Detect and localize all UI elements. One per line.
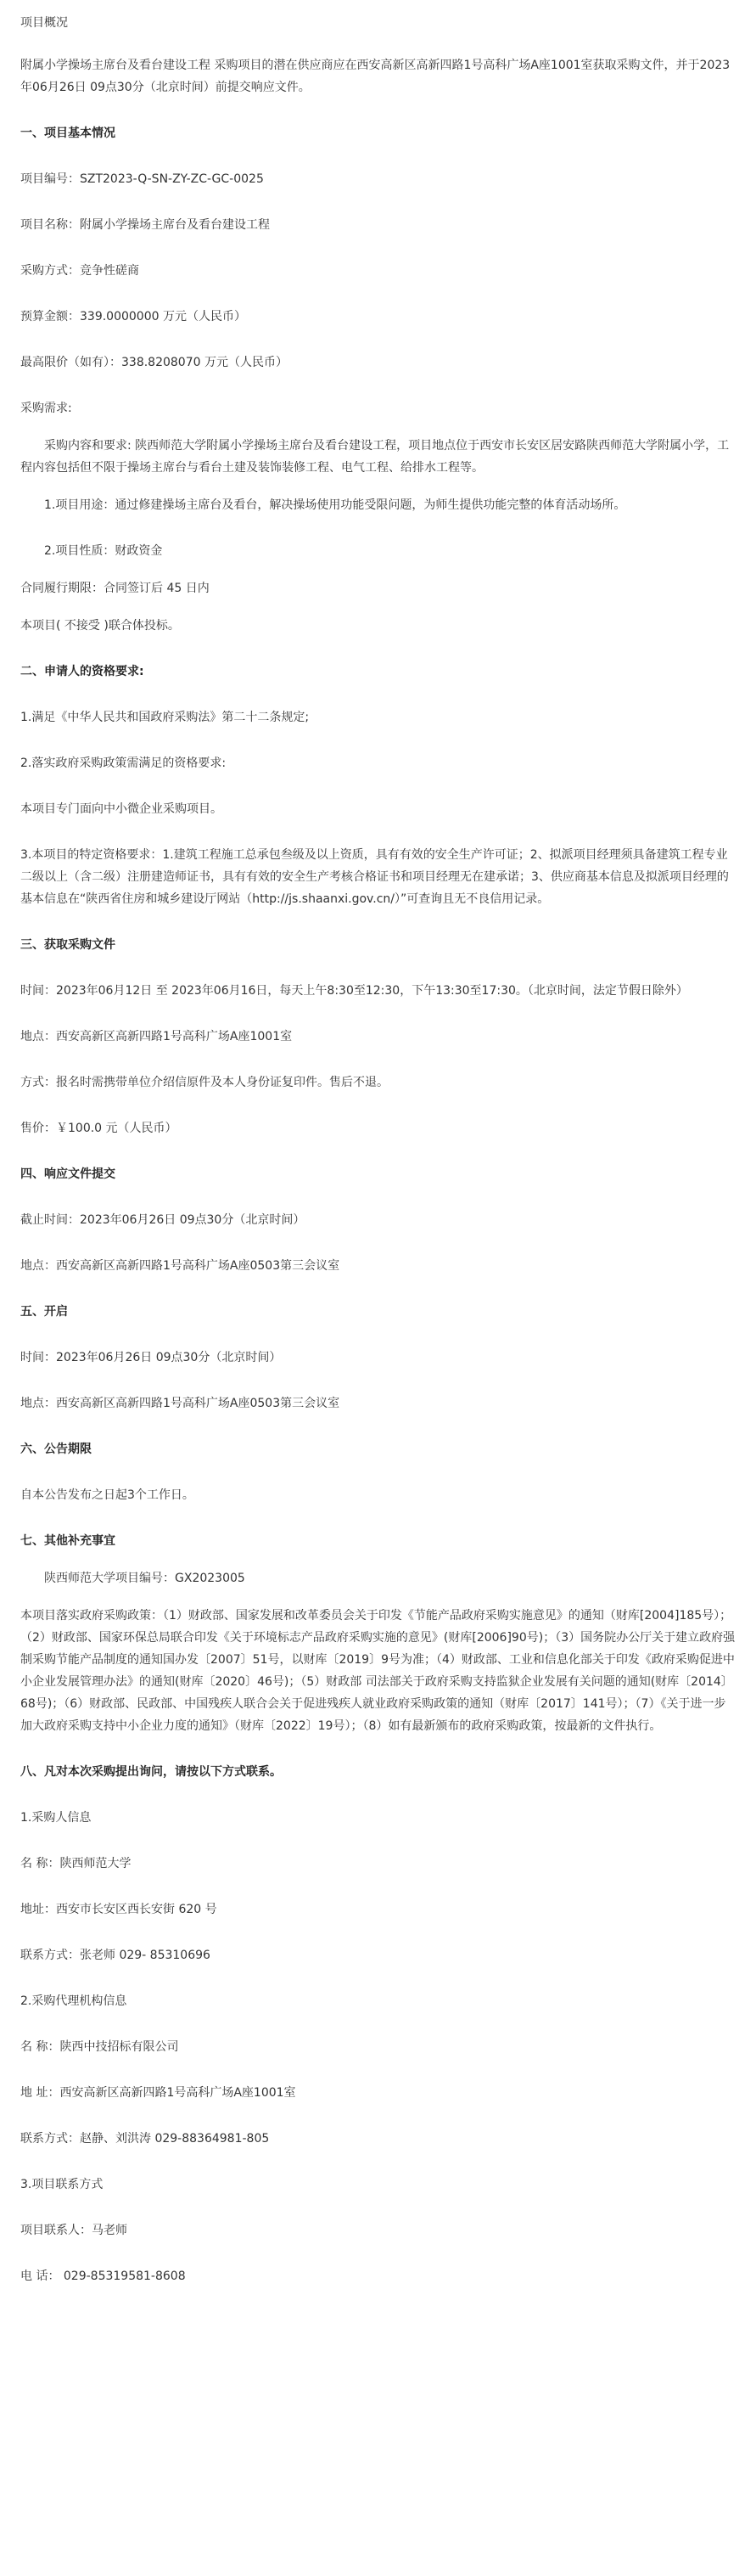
- section1-heading: 一、项目基本情况: [20, 127, 115, 140]
- submission-place: 地点：西安高新区高新四路1号高科广场A座0503第三会议室: [20, 1259, 340, 1273]
- agency-address: 地 址：西安高新区高新四路1号高科广场A座1001室: [20, 2086, 296, 2100]
- project-nature: 2.项目性质：财政资金: [44, 544, 163, 558]
- buyer-address: 地址：西安市长安区西长安街 620 号: [20, 1903, 217, 1916]
- section3-heading: 三、获取采购文件: [20, 938, 115, 952]
- requirement-2: 2.落实政府采购政策需满足的资格要求:: [20, 756, 227, 770]
- overview-summary: 附属小学操场主席台及看台建设工程 采购项目的潜在供应商应在西安高新区高新四路1号高科广场A座1001室获取采购文件，并于2023年06月26日 09点30分（北京时间）前提交响应文件。: [20, 59, 731, 94]
- policy-list: 本项目落实政府采购政策：（1）财政部、国家发展和改革委员会关于印发《节能产品政府采购实施意见》的通知（财库[2004]185号）；（2）财政部、国家环保总局联合印发《关于环境标志产品政府采购实施的意见》(财库[2006]90号)；（3）国务院办公厅关于建立政府强制采购节能产品制度的通知国办发〔2007〕51号，以财库〔2019〕9号为准；（4）财政部、工业和信息化部关于印发《政府采购促进中小企业发展管理办法》的通知(财库〔2020〕46号)；（5）财政部 司法部关于政府采购支持监狱企业发展有关问题的通知(财库〔2014〕68号)；（6）财政部、民政部、中国残疾人联合会关于促进残疾人就业政府采购政策的通知（财库〔2017〕141号）；（7）《关于进一步加大政府采购支持中小企业力度的通知》（财库〔2022〕19号）；（8）如有最新颁布的政府采购政策，按最新的文件执行。: [20, 1609, 736, 1733]
- section4-heading: 四、响应文件提交: [20, 1167, 115, 1181]
- procurement-method: 采购方式：竞争性磋商: [20, 264, 139, 278]
- project-contact-title: 3.项目联系方式: [20, 2178, 104, 2191]
- demand-content: 采购内容和要求: 陕西师范大学附属小学操场主席台及看台建设工程，项目地点位于西安市长安区居安路陕西师范大学附属小学，工程内容包括但不限于操场主席台与看台土建及装饰装修工程、电气工程、给排水工程等。: [20, 439, 730, 475]
- buyer-name: 名 称：陕西师范大学: [20, 1857, 132, 1870]
- agency-contact: 联系方式：赵静、刘洪涛 029-88364981-805: [20, 2132, 270, 2146]
- notice-period: 自本公告发布之日起3个工作日。: [20, 1488, 194, 1502]
- section7-heading: 七、其他补充事宜: [20, 1534, 115, 1548]
- document-price: 售价：￥100.0 元（人民币）: [20, 1122, 177, 1135]
- requirement-3: 3.本项目的特定资格要求：1.建筑工程施工总承包叁级及以上资质，具有有效的安全生产许可证；2、拟派项目经理须具备建筑工程专业二级以上（含二级）注册建造师证书，具有有效的安全生产考核合格证书和项目经理无在建承诺；3、供应商基本信息及拟派项目经理的基本信息在“陕西省住房和城乡建设厅网站（http://js.shaanxi.gov.cn/）”可查询且无不良信用记录。: [20, 848, 729, 906]
- budget-amount: 预算金额：339.0000000 万元（人民币）: [20, 310, 246, 323]
- obtain-place: 地点：西安高新区高新四路1号高科广场A座1001室: [20, 1030, 293, 1043]
- section8-heading: 八、凡对本次采购提出询问，请按以下方式联系。: [20, 1765, 282, 1779]
- project-contact-phone: 电 话： 029-85319581-8608: [20, 2269, 186, 2283]
- agency-name: 名 称：陕西中技招标有限公司: [20, 2040, 179, 2054]
- agency-info-title: 2.采购代理机构信息: [20, 1994, 127, 2008]
- requirement-2-detail: 本项目专门面向中小微企业采购项目。: [20, 802, 222, 816]
- project-number: 项目编号：SZT2023-Q-SN-ZY-ZC-GC-0025: [20, 172, 264, 186]
- obtain-method: 方式：报名时需携带单位介绍信原件及本人身份证复印件。售后不退。: [20, 1076, 389, 1089]
- opening-time: 时间：2023年06月26日 09点30分（北京时间）: [20, 1351, 282, 1364]
- contract-period: 合同履行期限：合同签订后 45 日内: [20, 582, 210, 595]
- obtain-time: 时间：2023年06月12日 至 2023年06月16日，每天上午8:30至12:30，下午13:30至17:30。（北京时间，法定节假日除外）: [20, 984, 688, 998]
- section5-heading: 五、开启: [20, 1305, 68, 1319]
- section6-heading: 六、公告期限: [20, 1443, 92, 1456]
- overview-title: 项目概况: [20, 16, 68, 30]
- requirement-1: 1.满足《中华人民共和国政府采购法》第二十二条规定;: [20, 711, 310, 724]
- consortium-note: 本项目( 不接受 )联合体投标。: [20, 619, 180, 633]
- project-contact-person: 项目联系人：马老师: [20, 2224, 127, 2237]
- opening-place: 地点：西安高新区高新四路1号高科广场A座0503第三会议室: [20, 1397, 340, 1410]
- buyer-contact: 联系方式：张老师 029- 85310696: [20, 1949, 210, 1962]
- school-project-number: 陕西师范大学项目编号：GX2023005: [44, 1572, 245, 1585]
- demand-label: 采购需求:: [20, 402, 72, 415]
- section2-heading: 二、申请人的资格要求:: [20, 665, 144, 678]
- buyer-info-title: 1.采购人信息: [20, 1811, 92, 1825]
- submission-deadline: 截止时间：2023年06月26日 09点30分（北京时间）: [20, 1213, 305, 1227]
- max-price: 最高限价（如有）：338.8208070 万元（人民币）: [20, 356, 288, 369]
- project-purpose: 1.项目用途：通过修建操场主席台及看台，解决操场使用功能受限问题，为师生提供功能完整的体育活动场所。: [44, 498, 626, 512]
- project-name: 项目名称：附属小学操场主席台及看台建设工程: [20, 218, 270, 232]
